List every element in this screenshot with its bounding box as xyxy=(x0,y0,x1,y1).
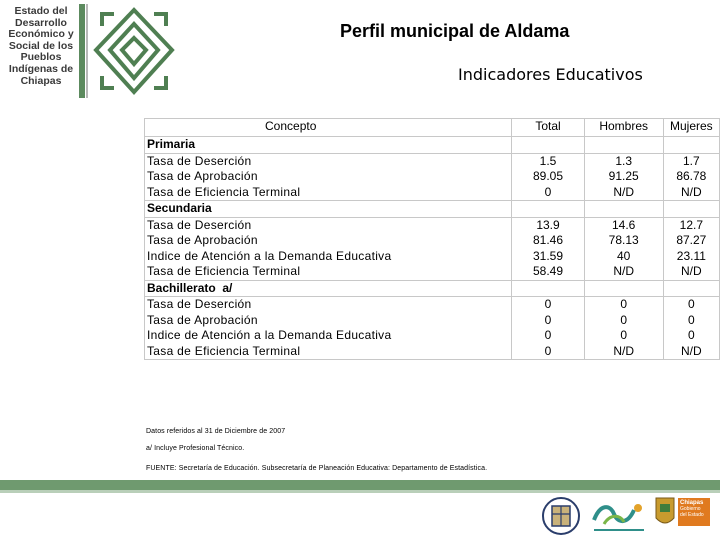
cell-value: 0 xyxy=(544,184,552,199)
section-bachillerato: Bachillerato a/ xyxy=(145,280,512,297)
cell-value: 81.46 xyxy=(532,233,564,247)
chiapas-logo-line: Chiapas xyxy=(680,500,704,506)
header-hombres: Hombres xyxy=(584,119,663,137)
cell-value: 0 xyxy=(544,297,552,311)
footer-band-light xyxy=(0,490,720,493)
logo-line: Desarrollo xyxy=(15,16,67,29)
secundaria-mujeres xyxy=(663,217,719,280)
row-label: Indice de Atención a la Demanda Educativa xyxy=(147,248,392,263)
row-label: Tasa de Eficiencia Terminal xyxy=(147,343,301,358)
cell-value: 91.25 xyxy=(608,169,639,183)
logo-text xyxy=(8,6,74,87)
header-total: Total xyxy=(512,119,584,137)
table-row-group xyxy=(145,297,720,360)
unam-seal-icon xyxy=(540,496,582,536)
row-label: Tasa de Deserción xyxy=(147,153,252,168)
note-source: FUENTE: Secretaría de Educación. Subsecretaría de Planeación Educativa: Departamento de Estadística. xyxy=(146,465,488,472)
cell-value: N/D xyxy=(681,343,702,358)
table-row-section xyxy=(145,201,720,218)
cell-value: 23.11 xyxy=(676,248,706,263)
cell-value: 40 xyxy=(616,248,631,263)
cell-value: N/D xyxy=(681,184,702,199)
cell-value: 1.3 xyxy=(615,153,632,168)
page-title: Perfil municipal de Aldama xyxy=(340,21,570,41)
chiapas-logo-line: Gobierno xyxy=(680,506,701,512)
bachillerato-labels xyxy=(145,297,512,360)
header-concepto: Concepto xyxy=(145,119,512,137)
cell-value: 13.9 xyxy=(536,217,560,232)
chiapas-shield-icon xyxy=(654,496,676,530)
logo-divider xyxy=(79,4,85,98)
bachillerato-hombres xyxy=(584,297,663,360)
secundaria-total xyxy=(512,217,584,280)
primaria-total xyxy=(512,153,584,201)
row-label: Tasa de Deserción xyxy=(147,297,252,311)
logo-divider-shadow xyxy=(86,4,88,98)
bachillerato-mujeres xyxy=(663,297,719,360)
logo-line: Pueblos xyxy=(20,51,62,64)
table-header-row xyxy=(145,119,720,137)
primaria-hombres xyxy=(584,153,663,201)
logo-line: Estado del xyxy=(14,5,68,17)
cell-value: 78.13 xyxy=(608,233,639,247)
section-secundaria: Secundaria xyxy=(145,201,512,218)
cell-value: 0 xyxy=(620,328,627,342)
cell-value: 0 xyxy=(544,312,552,327)
cell-value: 89.05 xyxy=(532,169,564,183)
row-label: Tasa de Aprobación xyxy=(147,312,258,327)
cell-value: 86.78 xyxy=(676,169,707,183)
row-label: Indice de Atención a la Demanda Educativa xyxy=(147,328,392,342)
cell-value: 12.7 xyxy=(679,217,704,232)
cell-value: 0 xyxy=(687,297,695,311)
chiapas-logo-line: del Estado xyxy=(680,512,704,518)
cell-value: 58.49 xyxy=(532,264,564,278)
cell-value: N/D xyxy=(613,184,634,199)
row-label: Tasa de Eficiencia Terminal xyxy=(147,264,301,278)
cell-value: 0 xyxy=(544,328,552,342)
row-label: Tasa de Deserción xyxy=(147,217,252,232)
footer-band xyxy=(0,480,720,490)
table-row-group xyxy=(145,153,720,201)
note-a: a/ Incluye Profesional Técnico. xyxy=(146,445,245,452)
page-subtitle: Indicadores Educativos xyxy=(458,65,643,84)
cell-value: 0 xyxy=(620,297,627,311)
secundaria-labels xyxy=(145,217,512,280)
cell-value: 0 xyxy=(687,312,695,327)
indicators-table xyxy=(144,118,720,360)
logo-line: Social de los xyxy=(8,39,74,52)
table-row-section xyxy=(145,137,720,154)
cell-value: 14.6 xyxy=(611,217,636,232)
cell-value: N/D xyxy=(613,343,634,358)
note-date: Datos referidos al 31 de Diciembre de 2007 xyxy=(146,428,286,435)
fretwork-logo-icon xyxy=(92,6,176,96)
mexico-nacion-multicultural-logo-icon xyxy=(590,496,648,536)
cell-value: 1.7 xyxy=(682,153,700,168)
row-label: Tasa de Eficiencia Terminal xyxy=(147,184,301,199)
secundaria-hombres xyxy=(584,217,663,280)
table-row-group xyxy=(145,217,720,280)
cell-value: 0 xyxy=(620,312,627,327)
bachillerato-total xyxy=(512,297,584,360)
cell-value: 0 xyxy=(544,343,552,358)
section-primaria: Primaria xyxy=(145,137,512,154)
row-label: Tasa de Aprobación xyxy=(147,169,258,183)
cell-value: N/D xyxy=(681,264,702,278)
cell-value: 31.59 xyxy=(532,248,564,263)
table-row-section xyxy=(145,280,720,297)
chiapas-logo xyxy=(678,498,710,526)
logo-line: Indígenas de xyxy=(8,62,74,75)
primaria-mujeres xyxy=(663,153,719,201)
logo-line: Económico y xyxy=(8,28,74,41)
logo-line: Chiapas xyxy=(20,74,62,87)
header-mujeres: Mujeres xyxy=(663,119,719,137)
row-label: Tasa de Aprobación xyxy=(147,233,258,247)
cell-value: 87.27 xyxy=(676,233,707,247)
cell-value: N/D xyxy=(613,264,634,278)
primaria-labels xyxy=(145,153,512,201)
cell-value: 1.5 xyxy=(539,153,557,168)
cell-value: 0 xyxy=(687,328,695,342)
